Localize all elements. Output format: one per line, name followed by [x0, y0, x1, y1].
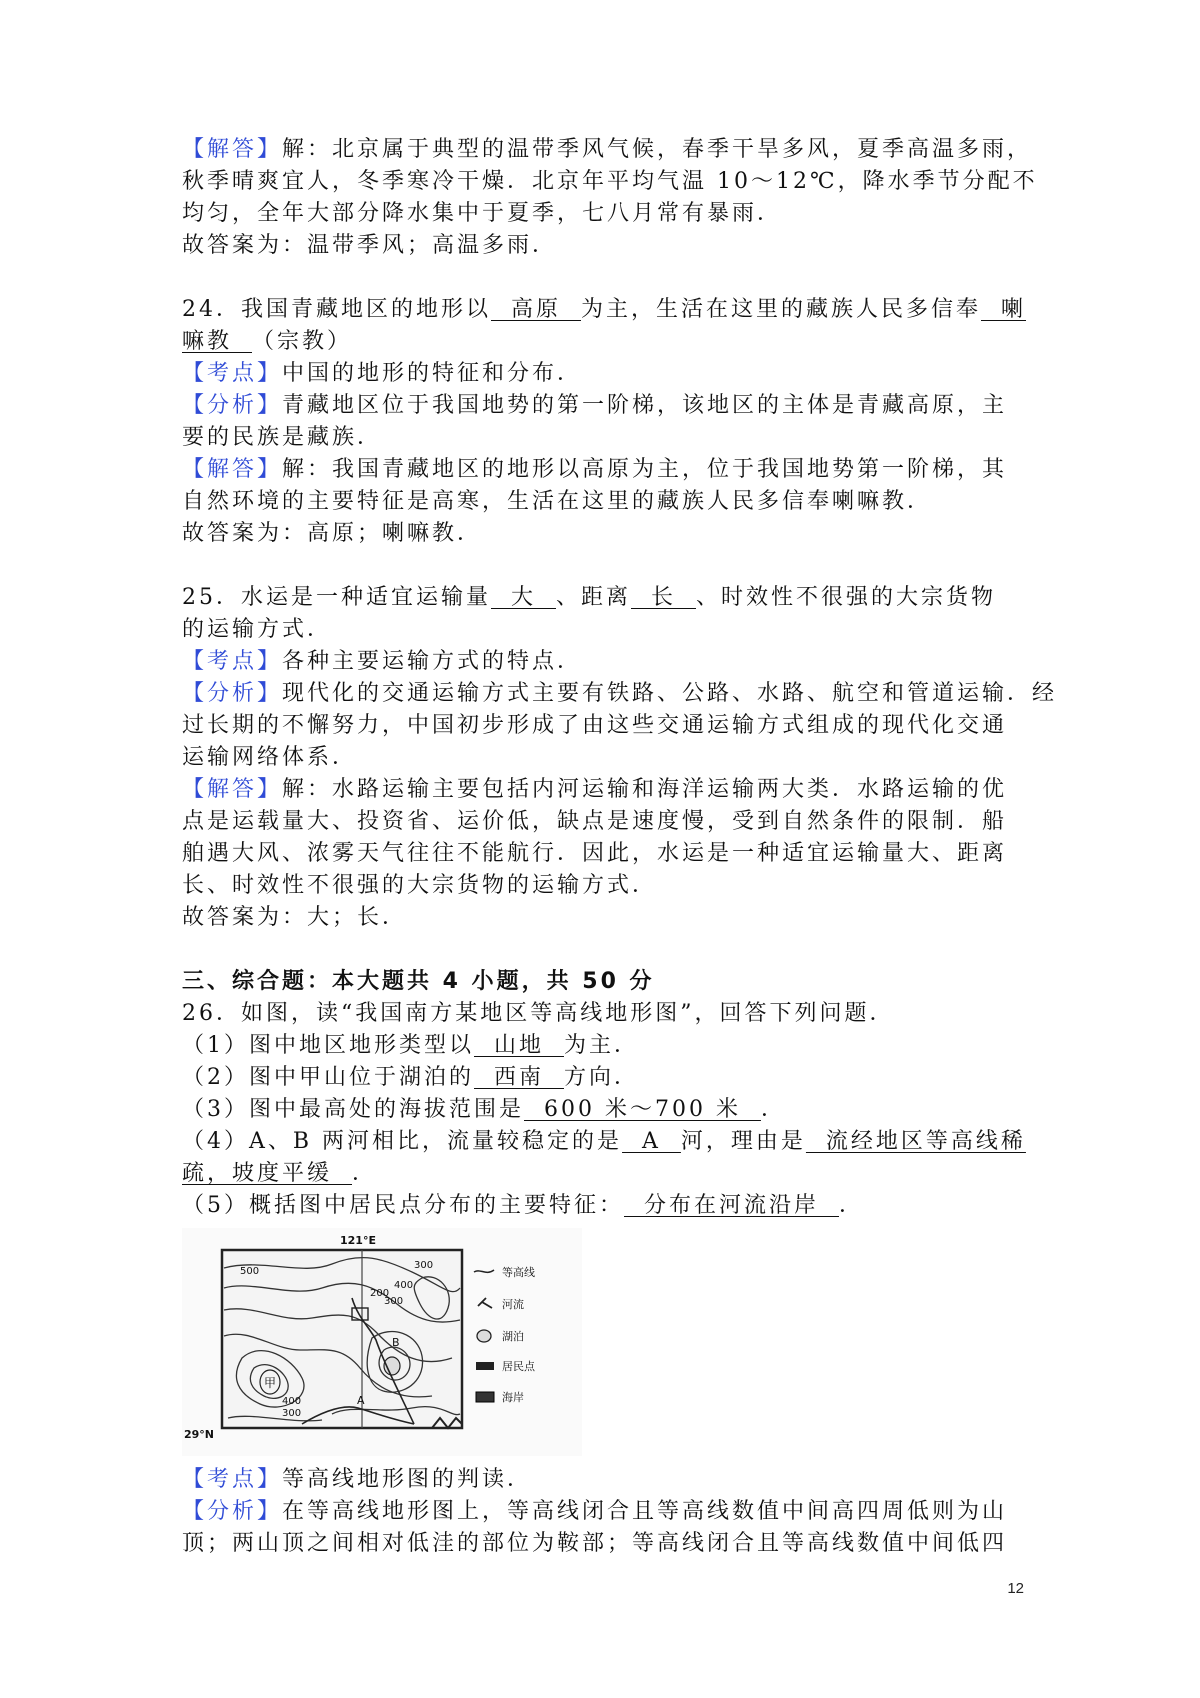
q25-fenxi-line-1: 【分析】现代化的交通运输方式主要有铁路、公路、水路、航空和管道运输．经	[182, 681, 1058, 706]
legend-lake-label: 湖泊	[502, 1330, 524, 1343]
q23-final-answer: 故答案为：温带季风；高温多雨．	[182, 233, 558, 258]
q26-blank-4a: A	[622, 1129, 681, 1154]
q24-fenxi-line-1: 【分析】青藏地区位于我国地势的第一阶梯，该地区的主体是青藏高原，主	[182, 393, 1008, 418]
q26-part-5: （5）概括图中居民点分布的主要特征： 分布在河流沿岸 ．	[182, 1193, 864, 1218]
q25-blank-1: 大	[491, 585, 556, 610]
answer-tag: 【解答】	[182, 457, 283, 482]
fenxi-tag: 【分析】	[182, 393, 283, 418]
q26-fenxi-line-1: 【分析】在等高线地形图上，等高线闭合且等高线数值中间高四周低则为山	[182, 1499, 1008, 1524]
q25-final-answer: 故答案为：大；长．	[182, 905, 408, 930]
legend-contour-label: 等高线	[502, 1266, 535, 1279]
q26-blank-3: 600 米～700 米	[524, 1097, 761, 1122]
q26-part-2: （2）图中甲山位于湖泊的 西南 方向．	[182, 1065, 639, 1090]
fenxi-tag: 【分析】	[182, 1499, 283, 1524]
q26-fenxi-line-2: 顶；两山顶之间相对低洼的部位为鞍部；等高线闭合且等高线数值中间低四	[182, 1531, 1008, 1556]
legend-coast-icon	[476, 1392, 494, 1402]
q26-blank-4b-cont: 疏，坡度平缓	[182, 1161, 352, 1186]
q25-question-line-2: 的运输方式．	[182, 617, 333, 642]
legend-coast-label: 海岸	[502, 1391, 524, 1404]
q25-question-line-1: 25．水运是一种适宜运输量 大 、距离 长 、时效性不很强的大宗货物	[182, 585, 996, 610]
q25-jieda-line-2: 点是运载量大、投资省、运价低，缺点是速度慢，受到自然条件的限制．船	[182, 809, 1008, 834]
q23-answer-line-3: 均匀，全年大部分降水集中于夏季，七八月常有暴雨．	[182, 201, 783, 226]
q24-blank-1: 高原	[491, 297, 581, 322]
q24-fenxi-line-2: 要的民族是藏族．	[182, 425, 383, 450]
legend-settlement-label: 居民点	[502, 1360, 535, 1373]
answer-tag: 【解答】	[182, 137, 283, 162]
q25-jieda-line-3: 舶遇大风、浓雾天气往往不能航行．因此，水运是一种适宜运输量大、距离	[182, 841, 1008, 866]
q25-kaodian: 【考点】各种主要运输方式的特点．	[182, 649, 583, 674]
contour-label: 400	[282, 1396, 302, 1407]
q24-jieda-line-2: 自然环境的主要特征是高寒，生活在这里的藏族人民多信奉喇嘛教．	[182, 489, 933, 514]
q25-jieda-line-1: 【解答】解：水路运输主要包括内河运输和海洋运输两大类．水路运输的优	[182, 777, 1008, 802]
peak-label: 甲	[264, 1376, 277, 1390]
page-number: 12	[1007, 1580, 1024, 1597]
q26-blank-4b: 流经地区等高线稀	[805, 1129, 1026, 1154]
contour-map	[182, 1228, 582, 1456]
q25-fenxi-line-2: 过长期的不懈努力，中国初步形成了由这些交通运输方式组成的现代化交通	[182, 713, 1008, 738]
section-3-title: 三、综合题：本大题共 4 小题，共 50 分	[182, 969, 655, 994]
q24-question-line-2: 嘛教 （宗教）	[182, 329, 353, 354]
contour-label: 500	[240, 1266, 260, 1277]
contour-label: 200	[370, 1288, 390, 1299]
kaodian-tag: 【考点】	[182, 649, 283, 674]
contour-label: 300	[414, 1260, 434, 1271]
q26-part-3: （3）图中最高处的海拔范围是 600 米～700 米 ．	[182, 1097, 786, 1122]
q26-question: 26．如图，读“我国南方某地区等高线地形图”，回答下列问题．	[182, 1001, 895, 1026]
contour-label: 400	[394, 1280, 414, 1291]
q26-blank-2: 西南	[474, 1065, 564, 1090]
q25-blank-2: 长	[631, 585, 696, 610]
contour-label: 300	[384, 1296, 404, 1307]
legend-settlement-icon	[476, 1362, 494, 1370]
q26-blank-1: 山地	[474, 1033, 564, 1058]
q26-part-1: （1）图中地区地形类型以 山地 为主．	[182, 1033, 639, 1058]
q26-part-4-line-2: 疏，坡度平缓 ．	[182, 1161, 378, 1186]
legend-lake-icon	[477, 1330, 491, 1342]
legend-river-label: 河流	[502, 1298, 524, 1311]
q24-jieda-line-1: 【解答】解：我国青藏地区的地形以高原为主，位于我国地势第一阶梯，其	[182, 457, 1008, 482]
longitude-label: 121°E	[340, 1234, 376, 1247]
q26-part-4-line-1: （4）A、B 两河相比，流量较稳定的是 A 河，理由是 流经地区等高线稀	[182, 1129, 1026, 1154]
kaodian-tag: 【考点】	[182, 361, 283, 386]
contour-map-figure	[182, 1228, 582, 1456]
kaodian-tag: 【考点】	[182, 1467, 283, 1492]
answer-tag: 【解答】	[182, 777, 283, 802]
contour-label: 300	[282, 1408, 302, 1419]
q24-blank-2: 喇	[981, 297, 1026, 322]
q24-blank-2-cont: 嘛教	[182, 329, 252, 354]
river-a-label: A	[357, 1394, 365, 1407]
fenxi-tag: 【分析】	[182, 681, 283, 706]
q24-kaodian: 【考点】中国的地形的特征和分布．	[182, 361, 583, 386]
q26-kaodian: 【考点】等高线地形图的判读．	[182, 1467, 533, 1492]
q25-jieda-line-4: 长、时效性不很强的大宗货物的运输方式．	[182, 873, 658, 898]
q23-answer-line-2: 秋季晴爽宜人，冬季寒冷干燥．北京年平均气温 10～12℃，降水季节分配不	[182, 169, 1038, 194]
q23-answer-line-1: 【解答】解：北京属于典型的温带季风气候，春季干旱多风，夏季高温多雨，	[182, 137, 1033, 162]
q25-fenxi-line-3: 运输网络体系．	[182, 745, 358, 770]
q26-blank-5: 分布在河流沿岸	[624, 1193, 839, 1218]
latitude-label: 29°N	[184, 1428, 215, 1441]
q24-question-line-1: 24．我国青藏地区的地形以 高原 为主，生活在这里的藏族人民多信奉 喇	[182, 297, 1026, 322]
q24-final-answer: 故答案为：高原；喇嘛教．	[182, 521, 483, 546]
page-content	[182, 134, 1058, 1560]
river-b-label: B	[392, 1336, 400, 1349]
